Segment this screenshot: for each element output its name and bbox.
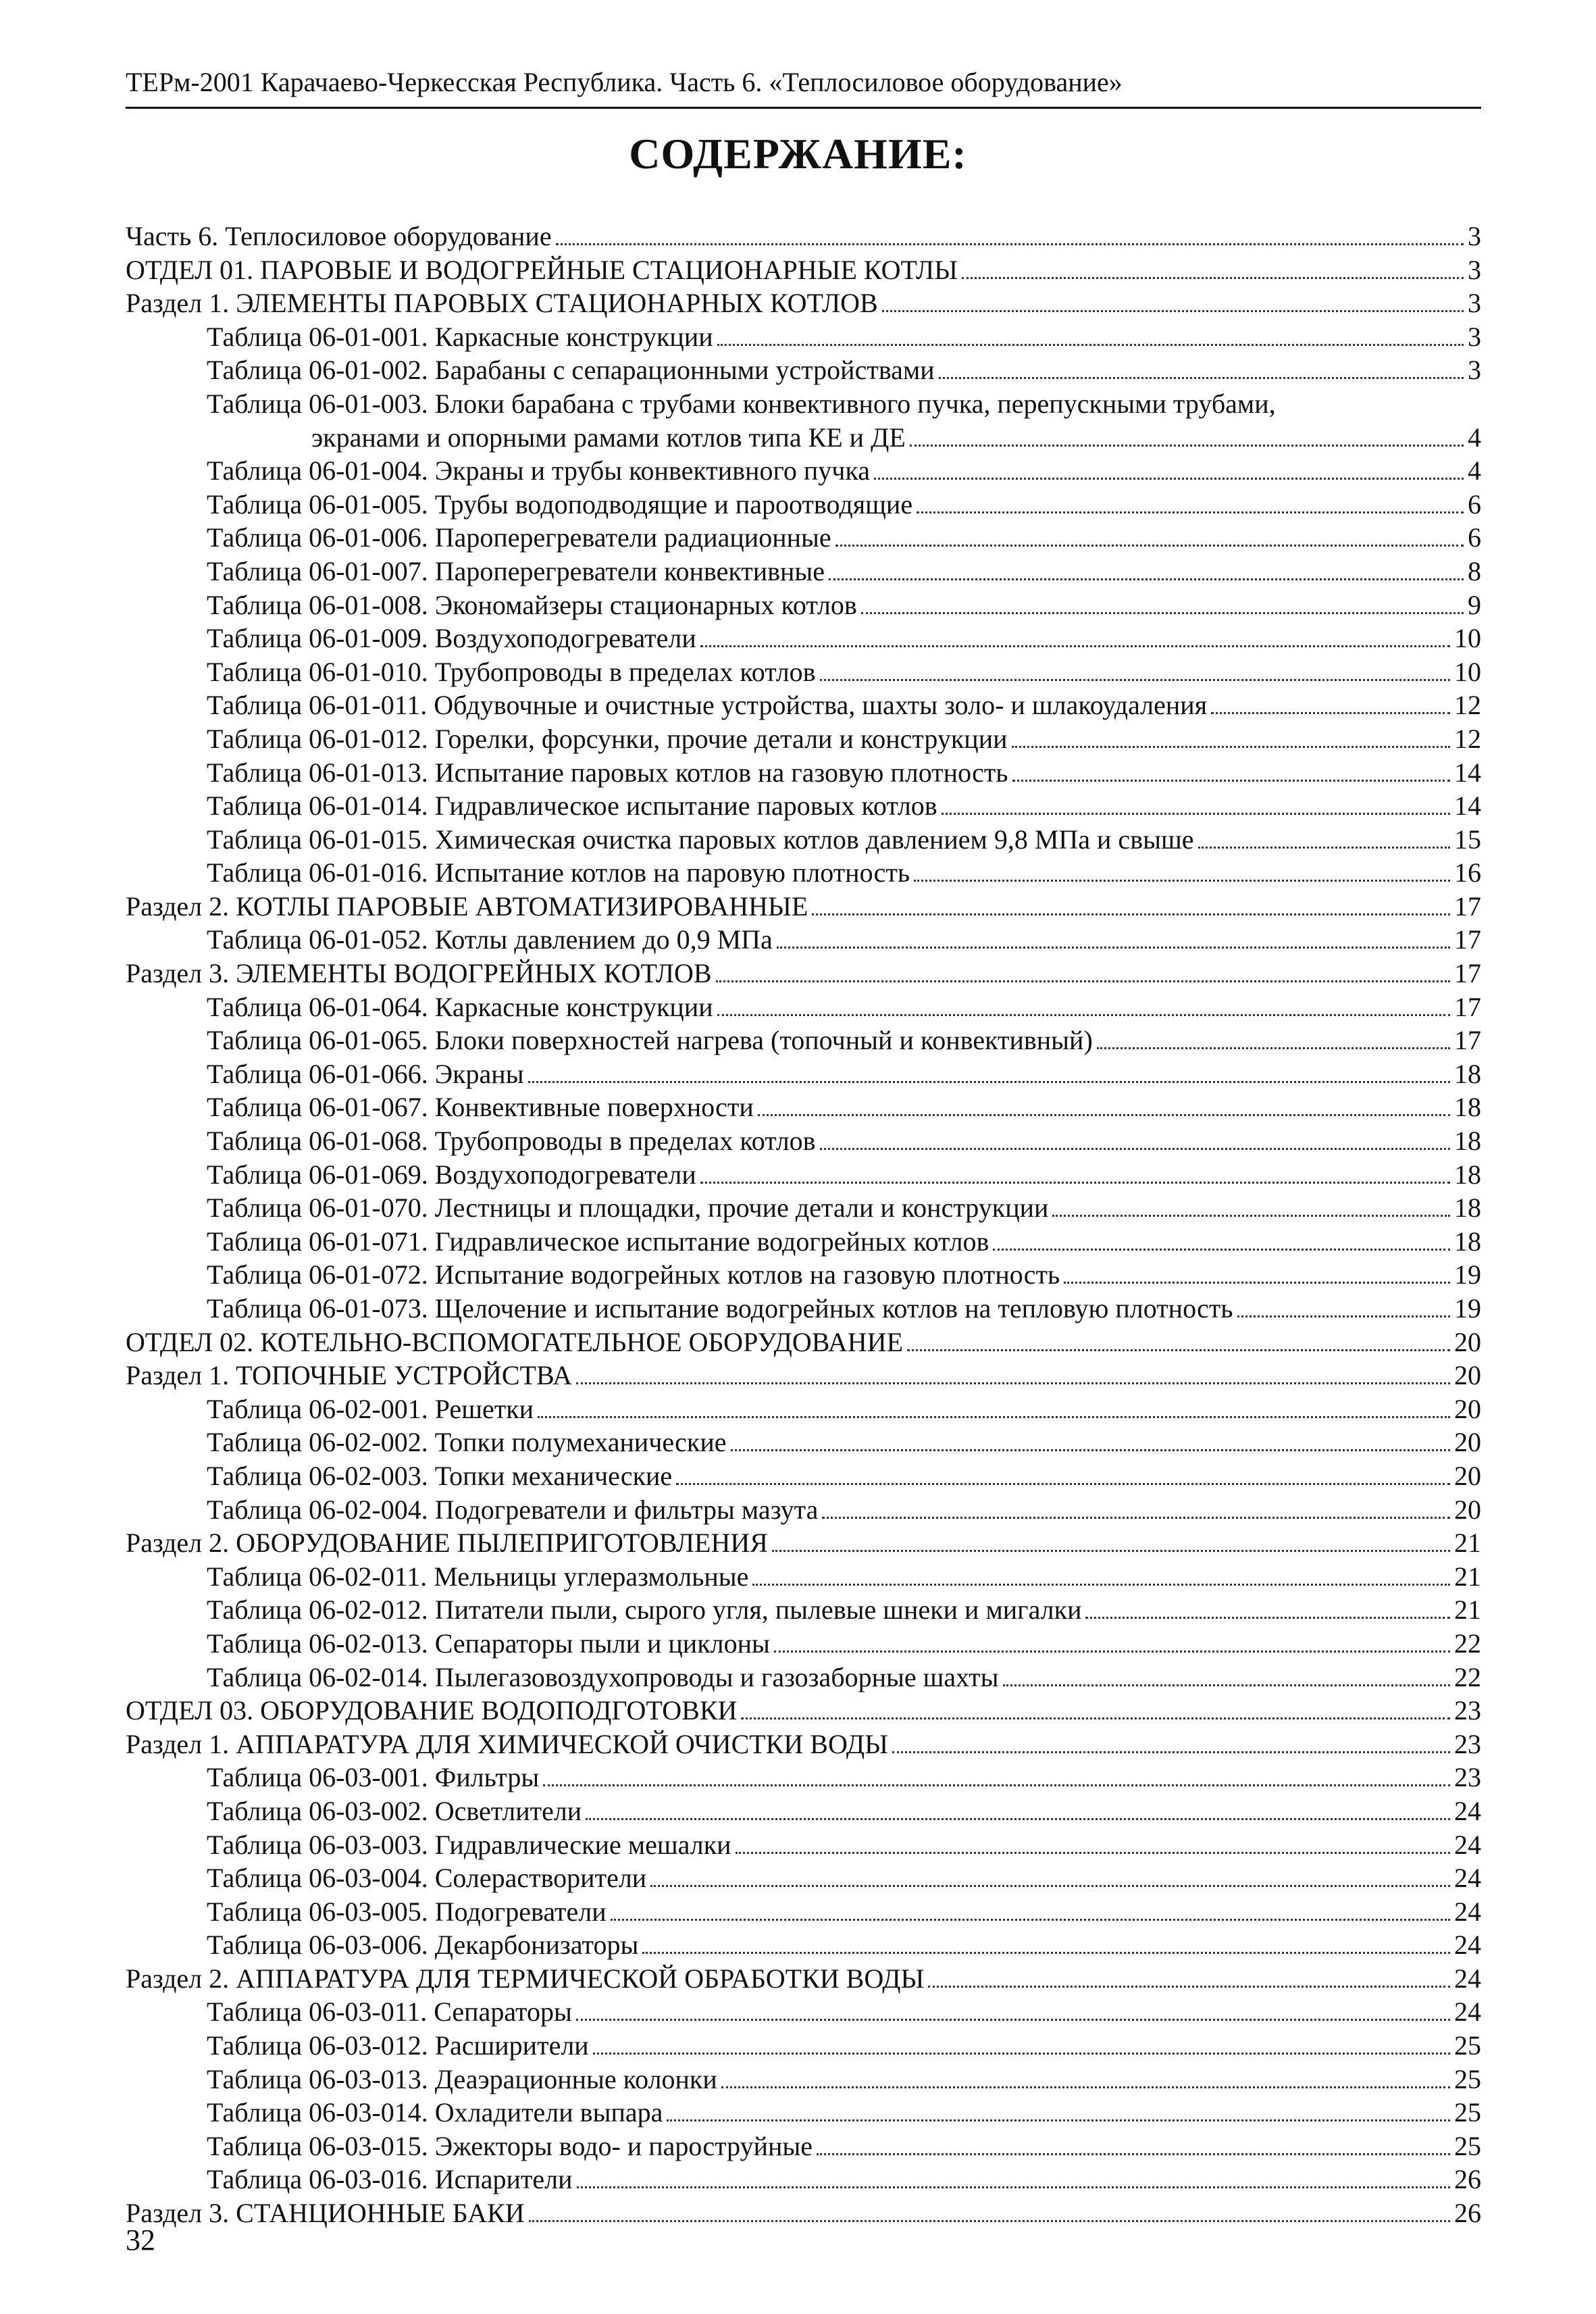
toc-entry-title: Таблица 06-01-064. Каркасные конструкции bbox=[207, 991, 713, 1022]
toc-entry[interactable] bbox=[126, 2163, 1481, 2196]
toc-entry-page: 12 bbox=[1454, 690, 1481, 721]
toc-entry-title: Таблица 06-01-065. Блоки поверхностей нагрева (топочный и конвективный) bbox=[207, 1025, 1093, 1056]
toc-entry-title: Таблица 06-03-014. Охладители выпара bbox=[207, 2097, 663, 2128]
dot-leader bbox=[717, 344, 1464, 346]
toc-entry[interactable] bbox=[126, 1728, 1481, 1761]
dot-leader bbox=[538, 1416, 1450, 1418]
toc-entry-page: 20 bbox=[1454, 1393, 1481, 1424]
toc-entry[interactable] bbox=[126, 1493, 1481, 1527]
dot-leader bbox=[1198, 847, 1450, 849]
toc-entry-page: 24 bbox=[1454, 1963, 1481, 1994]
toc-entry-page: 24 bbox=[1454, 1996, 1481, 2028]
toc-entry-page: 16 bbox=[1454, 857, 1481, 888]
toc-entry[interactable] bbox=[126, 622, 1481, 655]
toc-entry[interactable] bbox=[126, 2029, 1481, 2063]
toc-entry[interactable] bbox=[126, 555, 1481, 588]
toc-entry-title: Таблица 06-01-069. Воздухоподогреватели bbox=[207, 1159, 696, 1190]
toc-entry-page: 19 bbox=[1454, 1293, 1481, 1324]
toc-entry-page: 10 bbox=[1454, 623, 1481, 654]
toc-entry[interactable] bbox=[126, 286, 1481, 320]
toc-entry-title: Таблица 06-03-011. Сепараторы bbox=[207, 1996, 572, 2028]
toc-entry-page: 3 bbox=[1468, 221, 1481, 251]
toc-entry-page: 3 bbox=[1468, 355, 1481, 386]
dot-leader bbox=[1003, 1684, 1450, 1686]
dot-leader bbox=[556, 243, 1464, 245]
toc-entry-title: Таблица 06-03-003. Гидравлические мешалки bbox=[207, 1829, 731, 1860]
toc-entry-title: Таблица 06-01-005. Трубы водоподводящие и пароотводящие bbox=[207, 488, 913, 520]
toc-entry-page: 10 bbox=[1454, 656, 1481, 687]
header-rule bbox=[126, 107, 1481, 109]
toc-entry-title: Таблица 06-01-010. Трубопроводы в пределах котлов bbox=[207, 656, 816, 687]
toc-entry[interactable] bbox=[126, 588, 1481, 622]
toc-entry[interactable] bbox=[126, 1828, 1481, 1862]
dot-leader bbox=[1097, 1047, 1450, 1049]
toc-entry-title: Таблица 06-01-006. Пароперегреватели радиационные bbox=[207, 522, 831, 553]
dot-leader bbox=[700, 1182, 1450, 1184]
page-number: 32 bbox=[126, 2223, 155, 2257]
toc-entry-page: 3 bbox=[1468, 254, 1481, 285]
toc-entry[interactable] bbox=[126, 890, 1481, 924]
toc-entry[interactable] bbox=[126, 454, 1481, 488]
dot-leader bbox=[1052, 1215, 1450, 1217]
toc-entry-page: 24 bbox=[1454, 1795, 1481, 1826]
toc-entry-page: 8 bbox=[1468, 555, 1481, 586]
toc-entry-title: Таблица 06-01-001. Каркасные конструкции bbox=[207, 321, 713, 352]
toc-entry-title: Таблица 06-03-012. Расширители bbox=[207, 2030, 589, 2061]
toc-entry-title: Раздел 3. СТАНЦИОННЫЕ БАКИ bbox=[126, 2198, 525, 2229]
toc-entry[interactable] bbox=[126, 1661, 1481, 1694]
dot-leader bbox=[820, 1148, 1450, 1150]
toc-entry-page: 18 bbox=[1454, 1226, 1481, 1257]
dot-leader bbox=[577, 2186, 1450, 2188]
toc-entry[interactable] bbox=[126, 655, 1481, 689]
toc-entry-page: 20 bbox=[1454, 1460, 1481, 1491]
toc-entry-page: 24 bbox=[1454, 1863, 1481, 1894]
dot-leader bbox=[942, 813, 1450, 815]
toc-entry-page: 21 bbox=[1454, 1561, 1481, 1592]
dot-leader bbox=[758, 1114, 1450, 1116]
toc-entry[interactable] bbox=[126, 756, 1481, 790]
dot-leader bbox=[642, 1952, 1450, 1954]
toc-entry-title: Таблица 06-01-011. Обдувочные и очистные устройства, шахты золо- и шлакоудаления bbox=[207, 690, 1208, 721]
toc-entry-page: 18 bbox=[1454, 1058, 1481, 1089]
dot-leader bbox=[962, 277, 1464, 279]
toc-entry-page: 24 bbox=[1454, 1930, 1481, 1961]
toc-entry-title: Раздел 2. КОТЛЫ ПАРОВЫЕ АВТОМАТИЗИРОВАННЫЕ bbox=[126, 890, 808, 922]
dot-leader bbox=[1012, 746, 1450, 748]
toc-entry-page: 24 bbox=[1454, 1896, 1481, 1927]
toc-entry-title: Таблица 06-01-066. Экраны bbox=[207, 1058, 524, 1089]
toc-entry-title: ОТДЕЛ 01. ПАРОВЫЕ И ВОДОГРЕЙНЫЕ СТАЦИОНАРНЫЕ КОТЛЫ bbox=[126, 254, 958, 285]
toc-entry-page: 18 bbox=[1454, 1192, 1481, 1224]
toc-entry-title: Таблица 06-01-007. Пароперегреватели конвективные bbox=[207, 555, 825, 586]
toc-entry[interactable] bbox=[126, 1995, 1481, 2029]
toc-entry-page: 6 bbox=[1468, 488, 1481, 520]
toc-entry[interactable] bbox=[126, 1560, 1481, 1594]
dot-leader bbox=[650, 1885, 1450, 1887]
toc-entry-title: Раздел 1. АППАРАТУРА ДЛЯ ХИМИЧЕСКОЙ ОЧИСТКИ ВОДЫ bbox=[126, 1728, 889, 1759]
toc-entry[interactable] bbox=[126, 387, 1481, 421]
toc-entry-page: 3 bbox=[1468, 288, 1481, 319]
dot-leader bbox=[835, 545, 1464, 547]
dot-leader bbox=[1085, 1617, 1450, 1619]
toc-entry-title: Таблица 06-01-004. Экраны и трубы конвективного пучка bbox=[207, 455, 870, 486]
dot-leader bbox=[772, 1550, 1450, 1552]
toc-entry-title: ОТДЕЛ 03. ОБОРУДОВАНИЕ ВОДОПОДГОТОВКИ bbox=[126, 1695, 738, 1726]
toc-entry[interactable] bbox=[126, 722, 1481, 756]
toc-entry[interactable] bbox=[126, 1526, 1481, 1560]
toc-entry-page: 18 bbox=[1454, 1092, 1481, 1123]
toc-entry-page: 20 bbox=[1454, 1427, 1481, 1458]
toc-entry[interactable] bbox=[126, 1359, 1481, 1392]
toc-entry-title: Таблица 06-03-005. Подогреватели bbox=[207, 1896, 607, 1927]
toc-entry[interactable] bbox=[126, 1459, 1481, 1493]
toc-entry-page: 20 bbox=[1454, 1326, 1481, 1357]
dot-leader bbox=[736, 1852, 1450, 1854]
toc-entry-page: 4 bbox=[1468, 455, 1481, 486]
toc-entry-page: 23 bbox=[1454, 1762, 1481, 1793]
toc-entry-page: 17 bbox=[1454, 958, 1481, 989]
toc-entry[interactable] bbox=[126, 1191, 1481, 1225]
toc-entry-title: Таблица 06-01-070. Лестницы и площадки, прочие детали и конструкции bbox=[207, 1192, 1049, 1224]
toc-entry[interactable] bbox=[126, 2096, 1481, 2130]
dot-leader bbox=[593, 2053, 1450, 2055]
toc-entry[interactable] bbox=[126, 1326, 1481, 1359]
dot-leader bbox=[700, 645, 1450, 647]
toc-entry-title: Таблица 06-02-011. Мельницы углеразмольные bbox=[207, 1561, 749, 1592]
dot-leader bbox=[928, 1986, 1450, 1988]
toc-entry-page: 25 bbox=[1454, 2030, 1481, 2061]
toc-entry[interactable] bbox=[126, 1090, 1481, 1124]
toc-entry-title: ОТДЕЛ 02. КОТЕЛЬНО-ВСПОМОГАТЕЛЬНОЕ ОБОРУДОВАНИЕ bbox=[126, 1326, 904, 1357]
dot-leader bbox=[817, 2153, 1450, 2155]
toc-entry-title: Часть 6. Теплосиловое оборудование bbox=[126, 221, 552, 251]
toc-entry[interactable] bbox=[126, 923, 1481, 957]
toc-entry[interactable] bbox=[126, 823, 1481, 857]
toc-entry-title: Таблица 06-01-015. Химическая очистка паровых котлов давлением 9,8 МПа и свыше bbox=[207, 824, 1194, 855]
toc-entry-title: Таблица 06-01-008. Экономайзеры стационарных котлов bbox=[207, 589, 857, 620]
toc-entry[interactable] bbox=[126, 521, 1481, 555]
toc-entry-title: Таблица 06-03-006. Декарбонизаторы bbox=[207, 1930, 639, 1961]
toc-entry-page: 14 bbox=[1454, 790, 1481, 822]
toc-entry-title: Таблица 06-03-016. Испарители bbox=[207, 2164, 573, 2195]
toc-entry-title: Таблица 06-02-014. Пылегазовоздухопроводы и газозаборные шахты bbox=[207, 1661, 999, 1692]
dot-leader bbox=[741, 1717, 1450, 1719]
dot-leader bbox=[874, 478, 1464, 480]
toc-entry-title: Таблица 06-01-013. Испытание паровых котлов на газовую плотность bbox=[207, 757, 1008, 788]
dot-leader bbox=[611, 1919, 1450, 1921]
toc-entry[interactable] bbox=[126, 990, 1481, 1024]
toc-entry[interactable] bbox=[126, 220, 1481, 253]
table-of-contents bbox=[126, 220, 1481, 2230]
dot-leader bbox=[910, 445, 1464, 447]
dot-leader bbox=[752, 1584, 1450, 1586]
toc-entry[interactable] bbox=[126, 688, 1481, 722]
toc-entry-title: Раздел 1. ТОПОЧНЫЕ УСТРОЙСТВА bbox=[126, 1360, 573, 1391]
toc-entry-page: 21 bbox=[1454, 1594, 1481, 1626]
toc-entry[interactable] bbox=[126, 2063, 1481, 2096]
toc-entry[interactable] bbox=[126, 957, 1481, 990]
toc-entry-title: Таблица 06-03-013. Деаэрационные колонки bbox=[207, 2063, 717, 2094]
toc-entry-title: экранами и опорными рамами котлов типа КЕ и ДЕ bbox=[311, 422, 906, 453]
toc-entry[interactable] bbox=[126, 1392, 1481, 1426]
toc-entry-title: Таблица 06-03-002. Осветлители bbox=[207, 1795, 582, 1826]
toc-entry-title: Таблица 06-03-001. Фильтры bbox=[207, 1762, 540, 1793]
dot-leader bbox=[529, 2220, 1450, 2222]
toc-entry[interactable] bbox=[126, 1225, 1481, 1259]
toc-entry-page: 19 bbox=[1454, 1259, 1481, 1290]
dot-leader bbox=[812, 913, 1450, 915]
dot-leader bbox=[717, 1014, 1450, 1016]
toc-entry-page: 21 bbox=[1454, 1528, 1481, 1559]
toc-entry-title: Таблица 06-01-071. Гидравлическое испытание водогрейных котлов bbox=[207, 1226, 989, 1257]
dot-leader bbox=[820, 679, 1450, 681]
toc-entry[interactable] bbox=[126, 1024, 1481, 1057]
toc-entry-title: Таблица 06-01-067. Конвективные поверхности bbox=[207, 1092, 754, 1123]
toc-entry-page: 23 bbox=[1454, 1695, 1481, 1726]
dot-leader bbox=[1211, 712, 1450, 714]
dot-leader bbox=[721, 2086, 1450, 2088]
toc-entry[interactable] bbox=[126, 1962, 1481, 1996]
toc-entry-page: 22 bbox=[1454, 1661, 1481, 1692]
dot-leader bbox=[892, 1751, 1450, 1753]
toc-entry[interactable] bbox=[126, 789, 1481, 823]
toc-entry-title: Таблица 06-01-002. Барабаны с сепарационными устройствами bbox=[207, 355, 935, 386]
toc-entry-page: 26 bbox=[1454, 2164, 1481, 2195]
toc-entry[interactable] bbox=[126, 1593, 1481, 1627]
toc-entry[interactable] bbox=[126, 1124, 1481, 1158]
toc-entry[interactable] bbox=[126, 1057, 1481, 1091]
toc-entry[interactable] bbox=[126, 1627, 1481, 1661]
toc-entry-page: 17 bbox=[1454, 991, 1481, 1022]
toc-entry-title: Таблица 06-03-015. Эжекторы водо- и пароструйные bbox=[207, 2130, 813, 2161]
dot-leader bbox=[882, 310, 1464, 312]
toc-entry-page: 25 bbox=[1454, 2097, 1481, 2128]
running-header: ТЕРм-2001 Карачаево-Черкесская Республика. Часть 6. «Теплосиловое оборудование» bbox=[126, 67, 1123, 97]
toc-entry-page: 18 bbox=[1454, 1126, 1481, 1157]
toc-entry-title: Раздел 1. ЭЛЕМЕНТЫ ПАРОВЫХ СТАЦИОНАРНЫХ КОТЛОВ bbox=[126, 288, 878, 319]
toc-entry-title: Таблица 06-01-003. Блоки барабана с трубами конвективного пучка, перепускными трубами, bbox=[207, 388, 1276, 419]
dot-leader bbox=[829, 578, 1464, 580]
dot-leader bbox=[576, 2019, 1450, 2021]
toc-entry[interactable] bbox=[126, 421, 1481, 455]
toc-entry-page: 9 bbox=[1468, 589, 1481, 620]
toc-entry-title: Раздел 3. ЭЛЕМЕНТЫ ВОДОГРЕЙНЫХ КОТЛОВ bbox=[126, 958, 712, 989]
toc-entry[interactable] bbox=[126, 2130, 1481, 2163]
toc-entry-page: 24 bbox=[1454, 1829, 1481, 1860]
toc-entry-page: 23 bbox=[1454, 1728, 1481, 1759]
dot-leader bbox=[939, 377, 1464, 379]
toc-entry-page: 15 bbox=[1454, 824, 1481, 855]
toc-entry[interactable] bbox=[126, 353, 1481, 387]
dot-leader bbox=[576, 1382, 1450, 1384]
toc-entry[interactable] bbox=[126, 1258, 1481, 1292]
toc-entry[interactable] bbox=[126, 2196, 1481, 2230]
toc-entry-title: Таблица 06-01-068. Трубопроводы в пределах котлов bbox=[207, 1126, 816, 1157]
toc-entry-page: 4 bbox=[1468, 422, 1481, 453]
dot-leader bbox=[716, 980, 1450, 982]
toc-entry-title: Раздел 2. АППАРАТУРА ДЛЯ ТЕРМИЧЕСКОЙ ОБРАБОТКИ ВОДЫ bbox=[126, 1963, 925, 1994]
toc-entry[interactable] bbox=[126, 1158, 1481, 1192]
toc-entry[interactable] bbox=[126, 320, 1481, 354]
toc-entry-page: 25 bbox=[1454, 2130, 1481, 2161]
toc-entry[interactable] bbox=[126, 1928, 1481, 1962]
dot-leader bbox=[667, 2119, 1450, 2121]
dot-leader bbox=[731, 1449, 1451, 1451]
dot-leader bbox=[914, 880, 1450, 882]
toc-entry-title: Таблица 06-02-012. Питатели пыли, сырого угля, пылевые шнеки и мигалки bbox=[207, 1594, 1082, 1626]
toc-entry-page: 3 bbox=[1468, 321, 1481, 352]
toc-entry[interactable] bbox=[126, 1426, 1481, 1459]
dot-leader bbox=[822, 1517, 1450, 1519]
toc-entry[interactable] bbox=[126, 488, 1481, 522]
dot-leader bbox=[907, 1349, 1450, 1351]
dot-leader bbox=[777, 947, 1450, 949]
dot-leader bbox=[1064, 1282, 1450, 1284]
toc-entry-title: Таблица 06-01-073. Щелочение и испытание водогрейных котлов на тепловую плотность bbox=[207, 1293, 1233, 1324]
dot-leader bbox=[1012, 780, 1450, 782]
toc-entry-title: Раздел 2. ОБОРУДОВАНИЕ ПЫЛЕПРИГОТОВЛЕНИЯ bbox=[126, 1528, 768, 1559]
toc-entry-title: Таблица 06-01-012. Горелки, форсунки, прочие детали и конструкции bbox=[207, 723, 1008, 754]
toc-entry-title: Таблица 06-01-009. Воздухоподогреватели bbox=[207, 623, 696, 654]
toc-entry-title: Таблица 06-03-004. Солерастворители bbox=[207, 1863, 647, 1894]
dot-leader bbox=[774, 1651, 1450, 1653]
toc-entry-page: 6 bbox=[1468, 522, 1481, 553]
toc-entry-page: 14 bbox=[1454, 757, 1481, 788]
page-title: СОДЕРЖАНИЕ: bbox=[629, 130, 967, 178]
toc-entry-page: 20 bbox=[1454, 1494, 1481, 1525]
dot-leader bbox=[586, 1818, 1450, 1820]
toc-entry-page: 17 bbox=[1454, 1025, 1481, 1056]
toc-entry-title: Таблица 06-02-001. Решетки bbox=[207, 1393, 534, 1424]
toc-entry-title: Таблица 06-01-016. Испытание котлов на паровую плотность bbox=[207, 857, 910, 888]
toc-entry[interactable] bbox=[126, 1761, 1481, 1794]
toc-entry[interactable] bbox=[126, 1794, 1481, 1828]
toc-entry-page: 18 bbox=[1454, 1159, 1481, 1190]
toc-entry[interactable] bbox=[126, 1861, 1481, 1895]
toc-entry[interactable] bbox=[126, 253, 1481, 287]
toc-entry-title: Таблица 06-01-052. Котлы давлением до 0,9 МПа bbox=[207, 924, 773, 955]
toc-entry[interactable] bbox=[126, 856, 1481, 890]
toc-entry-page: 25 bbox=[1454, 2063, 1481, 2094]
toc-entry-title: Таблица 06-02-003. Топки механические bbox=[207, 1460, 673, 1491]
toc-entry[interactable] bbox=[126, 1895, 1481, 1929]
toc-entry-page: 12 bbox=[1454, 723, 1481, 754]
toc-entry-page: 20 bbox=[1454, 1360, 1481, 1391]
dot-leader bbox=[676, 1483, 1450, 1485]
toc-entry-title: Таблица 06-01-072. Испытание водогрейных котлов на газовую плотность bbox=[207, 1259, 1060, 1290]
dot-leader bbox=[1237, 1315, 1450, 1317]
toc-entry[interactable] bbox=[126, 1292, 1481, 1326]
dot-leader bbox=[543, 1784, 1450, 1786]
toc-entry[interactable] bbox=[126, 1694, 1481, 1728]
dot-leader bbox=[861, 612, 1464, 614]
dot-leader bbox=[993, 1249, 1450, 1251]
toc-entry-title: Таблица 06-01-014. Гидравлическое испытание паровых котлов bbox=[207, 790, 937, 822]
toc-entry-page: 22 bbox=[1454, 1628, 1481, 1659]
toc-entry-title: Таблица 06-02-004. Подогреватели и фильтры мазута bbox=[207, 1494, 819, 1525]
toc-entry-title: Таблица 06-02-002. Топки полумеханические bbox=[207, 1427, 727, 1458]
toc-entry-title: Таблица 06-02-013. Сепараторы пыли и циклоны bbox=[207, 1628, 770, 1659]
dot-leader bbox=[917, 511, 1464, 513]
toc-entry-page: 26 bbox=[1454, 2198, 1481, 2229]
dot-leader bbox=[528, 1081, 1450, 1083]
toc-entry-page: 17 bbox=[1454, 924, 1481, 955]
toc-entry-page: 17 bbox=[1454, 890, 1481, 922]
